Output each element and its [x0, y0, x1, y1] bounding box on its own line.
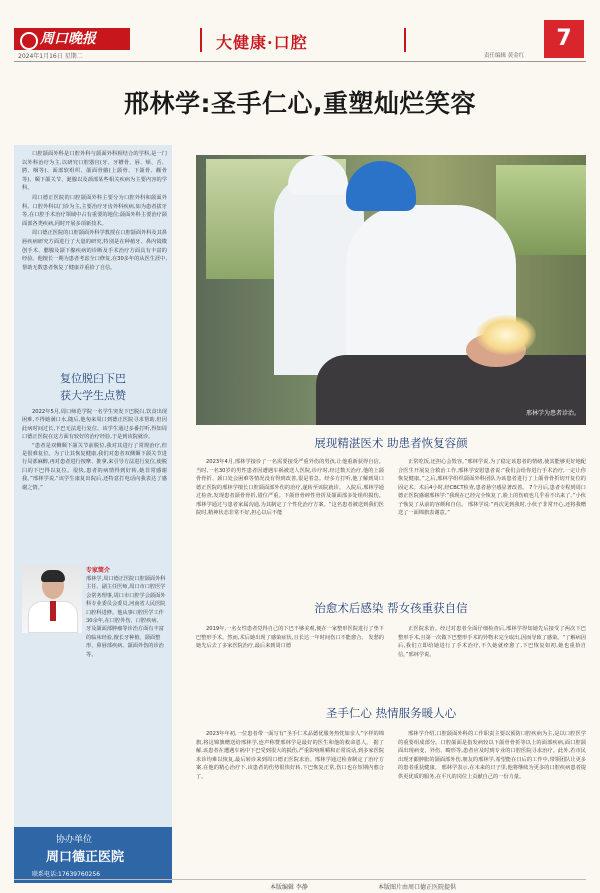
article-paragraph: 2022年5月,周口师范学院一名学生突发下巴脱臼,饮食出现困难,不得她满口水,随后,他匆来周口到德正医院寻求帮助,但因此病时间过长,下巴无法进行复位。该学生通过多番打听,得知周口德正医院在这方面有较好的治疗经验,于是到该院就诊。: [22, 409, 167, 441]
expert-portrait: [22, 565, 82, 633]
photo-caption: 邢林学为患者诊治。: [525, 410, 580, 417]
page-number: 7: [544, 20, 584, 58]
column-title: 大健康·口腔: [216, 33, 308, 52]
article-column: [398, 625, 586, 659]
article-paragraph: 2023年年初,一位患者带一面写有“圣手仁术品德优服务热忱如亲人”字样的锦旗,将这锦旗赠送给邢林学,连声称赞邢林学是最好的医生和他的救命恩人。 据了解,该患者在遭遇车祸中下巴受到很大的损伤,严重影响咀嚼和正常说话,到多家医院求诊均难以恢复,最后转诊来到周口德正医院求治。邢林学通过检查制定了治疗方案,在他的精心治疗下,该患者的伤势很快好转,下巴恢复正常,伤口也在短期内愈合了。: [196, 731, 384, 780]
article-column: [196, 730, 384, 781]
article-column: [398, 730, 586, 781]
footer-credit: 本版图片由周口德正医院提供: [378, 884, 457, 891]
article-column: [196, 625, 384, 651]
intro-text: [22, 150, 167, 273]
footer-editor: 本版编辑 李静: [270, 884, 308, 891]
article-column: [196, 458, 384, 518]
header-divider: [14, 61, 586, 62]
section-title: 治愈术后感染 帮女孩重获自信: [314, 601, 468, 615]
article-paragraph: 正常吃饭,还担心会毁容。”邢林学说,为了稳定该患者的情绪,使其能够更好地配合医生开展复合救治工作,邢林学安慰患者说:“我们会给你进行手术治疗,一定让你恢复健康。”之后,邢林学组织颌面外科团队为该患者进行了上颌骨骨折切开复位的固定术。术后4小时,经CBCT检查,患者悬空感显著改善。 7个月后,患者专程到周口德正医院感谢邢林学:“我现在已经完全恢复了,脸上的伤痕也几乎看不出来了。”小伙子恢复了从前的容颜和自信。 邢林学说:“再次见到我时,小伙子非常开心,还将我赠送了一面锦旗表谢意。”: [398, 459, 586, 516]
expert-profile: [22, 565, 167, 735]
headline: 邢林学:圣手仁心,重塑灿烂笑容: [124, 89, 476, 118]
article-paragraph: 正医院求治。经过对患者全面仔细检查后,邢林学得知她先后接受了两次下巴整形手术,且第一次做下巴整形手术的异物未完全取出,因而导致了感染。“了解病因后,我们立即给她进行了手术治疗,不久她就痊愈了,下巴恢复如初,她也重拾自信。”邢林学说。: [398, 626, 586, 658]
article-column: [398, 458, 586, 518]
left-article-body: [22, 408, 167, 492]
subheading-line: 获大学生点赞: [60, 389, 126, 402]
newspaper-logo: 周口晚报: [14, 28, 130, 50]
main-photo: [196, 155, 586, 425]
article-paragraph: 邢林学介绍,口腔颌面外科的工作职责主要以预防口腔疾病为主,是以口腔医学的重要组成部分。口腔颌面是指发病较以下颌骨骨折等以上的面部疾病,面口腔颌面出现病变、外伤、畸形等,患者应及时到专业的口腔医院寻求治疗。此外,若市民出现牙龈肿胀的颌面部外伤,朋友的邢林学,希望能在日后的工作中,带领团队让更多的患者重获健康。 邢林学表示,在未来的日子里,他将继续为更多的口腔疾病患者提供更优质的服务,在平凡的岗位上贡献自己的一份力量。: [398, 731, 586, 780]
partner-name: 周口德正医院: [46, 850, 125, 865]
partner-phone: 联系电话:17639760256: [32, 871, 101, 878]
partner-label: 协办单位: [56, 835, 93, 845]
intro-paragraph: 周口德正医院的口腔颌面外科主要分为口腔外科和颌面外科。口腔外科以门诊为主,主要治疗牙齿外科疾病,如为患者拔牙等,在口腔手术治疗领域中占有重要的地位;颌面外科主要治疗颌面部各类疾病,同时开展多项新技术。: [22, 194, 167, 227]
article-paragraph: “患者是双侧颞下颌关节前脱位,我对其进行了常规治疗,但是很难复位。为了让其恢复健康,我们对患者双侧颞下颌关节进行局部麻醉,再对患者进行按摩、推拿,来引导方法进行复位,使脱臼的下巴得以复位。很快,患者的病情得到好转,她非常感谢我。”邢林学说,“该学生康复出院后,还特意打电话向我表达了感谢之情。”: [22, 442, 168, 491]
article-paragraph: 2019年,一名女性患者觉得自己的下巴不够美观,便在一家整形医院进行了垫下巴整形手术。然而,术后她出现了感染症状,且长达一年时间伤口不能愈合。 发愁的她先后去了多家医院治疗,最后来到周口德: [196, 626, 384, 649]
expert-heading: 专家简介: [86, 567, 111, 574]
column-separator: [404, 28, 406, 52]
section-title: 圣手仁心 热情服务暖人心: [325, 706, 457, 720]
article-paragraph: 2023年4月,邢林学接诊了一名需要接受严重外伤的男孩,让他重新获得自信。 当时,一名30岁的男性患者因遭遇车祸被送人医院,诊疗时,经过数天治疗,他的上颌骨骨折、颈口处会困难等情况没有得到改善,很是着急。经多方打听,他了解到周口德正医院的邢林学擅长口腔颌面部外伤的治疗,遂转至该院就诊。 入院后,邢林学通过检查,发现患者颌骨骨折,错位严重。下颌骨骨碎性骨折及颌面部多处组织损伤。邢林学通过与患者家属沟通,为其制定了个性化治疗方案。“这名患者被送到我们医院时,精神状态非常不好,担心以后不能: [196, 459, 384, 516]
footer-divider: [14, 879, 586, 880]
column-separator: [200, 28, 202, 52]
editor-credit: 责任编辑 黄金红: [484, 53, 525, 59]
section-title: 展现精湛医术 助患者恢复容颜: [314, 436, 468, 450]
subheading-jaw: [14, 370, 172, 404]
masthead: [0, 0, 600, 64]
subheading-line: 复位脱臼下巴: [60, 372, 126, 385]
expert-bio: 邢林学,周口德正医院口腔颌面外科主任、副主任医师,周口市口腔医学会常务理事,周口市口腔学会颌面外科专业委员会委员,河南省人民医院口腔科进修。他从事口腔医学工作30余年,在口腔外伤、口腔疾病、牙及颌面部肿瘤等诊治方面有丰富的临床经验,擅长牙种植、颌面整形、鼻唇部疾病、颌面外伤的诊治等。: [86, 576, 166, 658]
issue-date: 2024年1月16日 星期二: [18, 53, 83, 60]
intro-paragraph: 周口德正医院的口腔颌面外科学教授在口腔颌面外科及其鼻唇疾病研究方面进行了大量的研究,特别是在种植牙、鼻内镜微创手术、腮腺及颌下腺疾病的诊断及手术治疗方面具有丰富的经验。他擅长一期为患者考虑全口修复,在30多年的从医生涯中,帮助无数患者恢复了健康并重拾了自信。: [22, 230, 167, 271]
intro-paragraph: 口腔颌面外科是口腔外科与颌面外科相结合的学科,是一门以外科治疗为主,以研究口腔器官(牙、牙槽骨、唇、颊、舌、腭、咽等)、面部软组织、颌面骨骼(上颌骨、下颌骨、颧骨等)、颞下颌关节、涎腺以及颈部某些相关疾病为主要内容的学科。: [22, 151, 167, 192]
